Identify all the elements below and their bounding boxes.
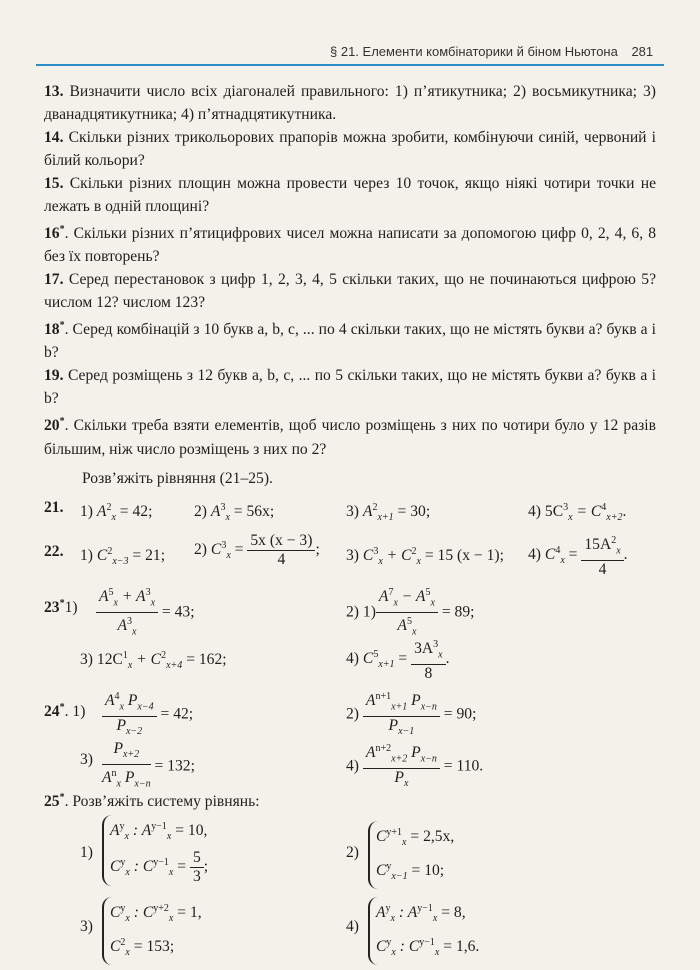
problem-25: 25*. Розв’яжіть систему рівнянь: [44, 791, 260, 810]
problem-23-b: 3) $12C^1_x + C^2_{x+4} = 162$; 4) $C^5_{x+1}$ = $\frac{3A^3_x}{8}$ . [44, 630, 656, 682]
problem-24-b: 3) $\frac{P_{x+2}}{A^n_x P_{x-n}}$ = 132; 4) $\frac{A^{n+2}_{x+2} P_{x-n}}{P_x}$ = 110. [80, 739, 484, 789]
problem-22: 22. 1) $C^2_{x-3} = 21$; 2) $C^3_x$ = $\frac{5x (x - 3)}{4}$ ; 3) $C^3_x + C^2_x = 15$ (x − 1); 4) $C^4_x$ = $\frac{15A^2_x}{4}$ . [44, 531, 628, 578]
problem-25-row2: 3) $C^y_x$ : $C^{y+2}_x = 1$, $C^2_x = 153$; 4) $A^y_x$ : $A^{y-1}_x = 8$, $C^y_x$ : $C^{y-1}_x = 1,6$. [44, 895, 656, 959]
solve-intro: Розв’яжіть рівняння (21–25). [82, 469, 273, 487]
problem-24: 24*. 1) $\frac{A^4_x P_{x-4}}{P_{x-2}}$ = 42; 2) $\frac{A^{n+1}_{x+1} P_{x-n}}{P_{x-1}}$ = 90; [44, 682, 656, 734]
page-number: 281 [631, 44, 654, 59]
problem-20: 20*. Скільки треба взяти елементів, щоб число розміщень з них по чотири було у 12 разів більшим, ніж число розміщень з них по 2? [44, 416, 656, 458]
problem-19: 19. Серед розміщень з 12 букв a, b, c, ... по 5 скільки таких, що не містять букви a? букв a і b? [44, 367, 656, 408]
problem-25-row1: 1) $A^y_x$ : $A^{y-1}_x = 10$, $C^y_x$ : $C^{y-1}_x$ = $\frac{5}{3}$ ; 2) $C^{y+1}_x = 2,5x$, $C^y_{x-1} = 10$; [44, 813, 656, 895]
section-title: § 21. Елементи комбінаторики й біном Ньютона [330, 44, 618, 59]
problem-14: 14. Скільки різних трикольорових прапорів можна зробити, комбінуючи синій, червоний і білий кольори? [44, 129, 656, 169]
problem-17: 17. Серед перестановок з цифр 1, 2, 3, 4, 5 скільки таких, що не починаються цифрою 5? числом 12? числом 123? [44, 271, 656, 312]
problem-23: 23*1) $\frac{A^5_x + A^3_x}{A^3_x}$ = 43; 2) 1) $\frac{A^7_x - A^5_x}{A^5_x}$ = 89; [44, 578, 656, 630]
problem-18: 18*. Серед комбінацій з 10 букв a, b, c, ... по 4 скільки таких, що не містять букви a? букв a і b? [44, 320, 656, 362]
problem-21: 21. 1) $A^2_x = 42$; 2) $A^3_x = 56x$; 3) $A^2_{x+1} = 30$; 4) $5C^3_x = C^4_{x+2}$. [44, 498, 627, 523]
problem-list [44, 80, 656, 959]
header-rule [36, 64, 664, 66]
running-header [330, 44, 653, 59]
problem-16: 16*. Скільки різних п’ятицифрових чисел можна написати за допомогою цифр 0, 2, 4, 6, 8 без їх повторень? [44, 224, 656, 266]
problem-13: 13. Визначити число всіх діагоналей правильного: 1) п’ятикутника; 2) восьмикутника; 3) дванадцятикутника; 4) п’ятнадцятикутника. [44, 83, 657, 123]
problem-15: 15. Скільки різних площин можна провести через 10 точок, якщо ніякі чотири точки не лежать в одній площині? [44, 175, 656, 215]
